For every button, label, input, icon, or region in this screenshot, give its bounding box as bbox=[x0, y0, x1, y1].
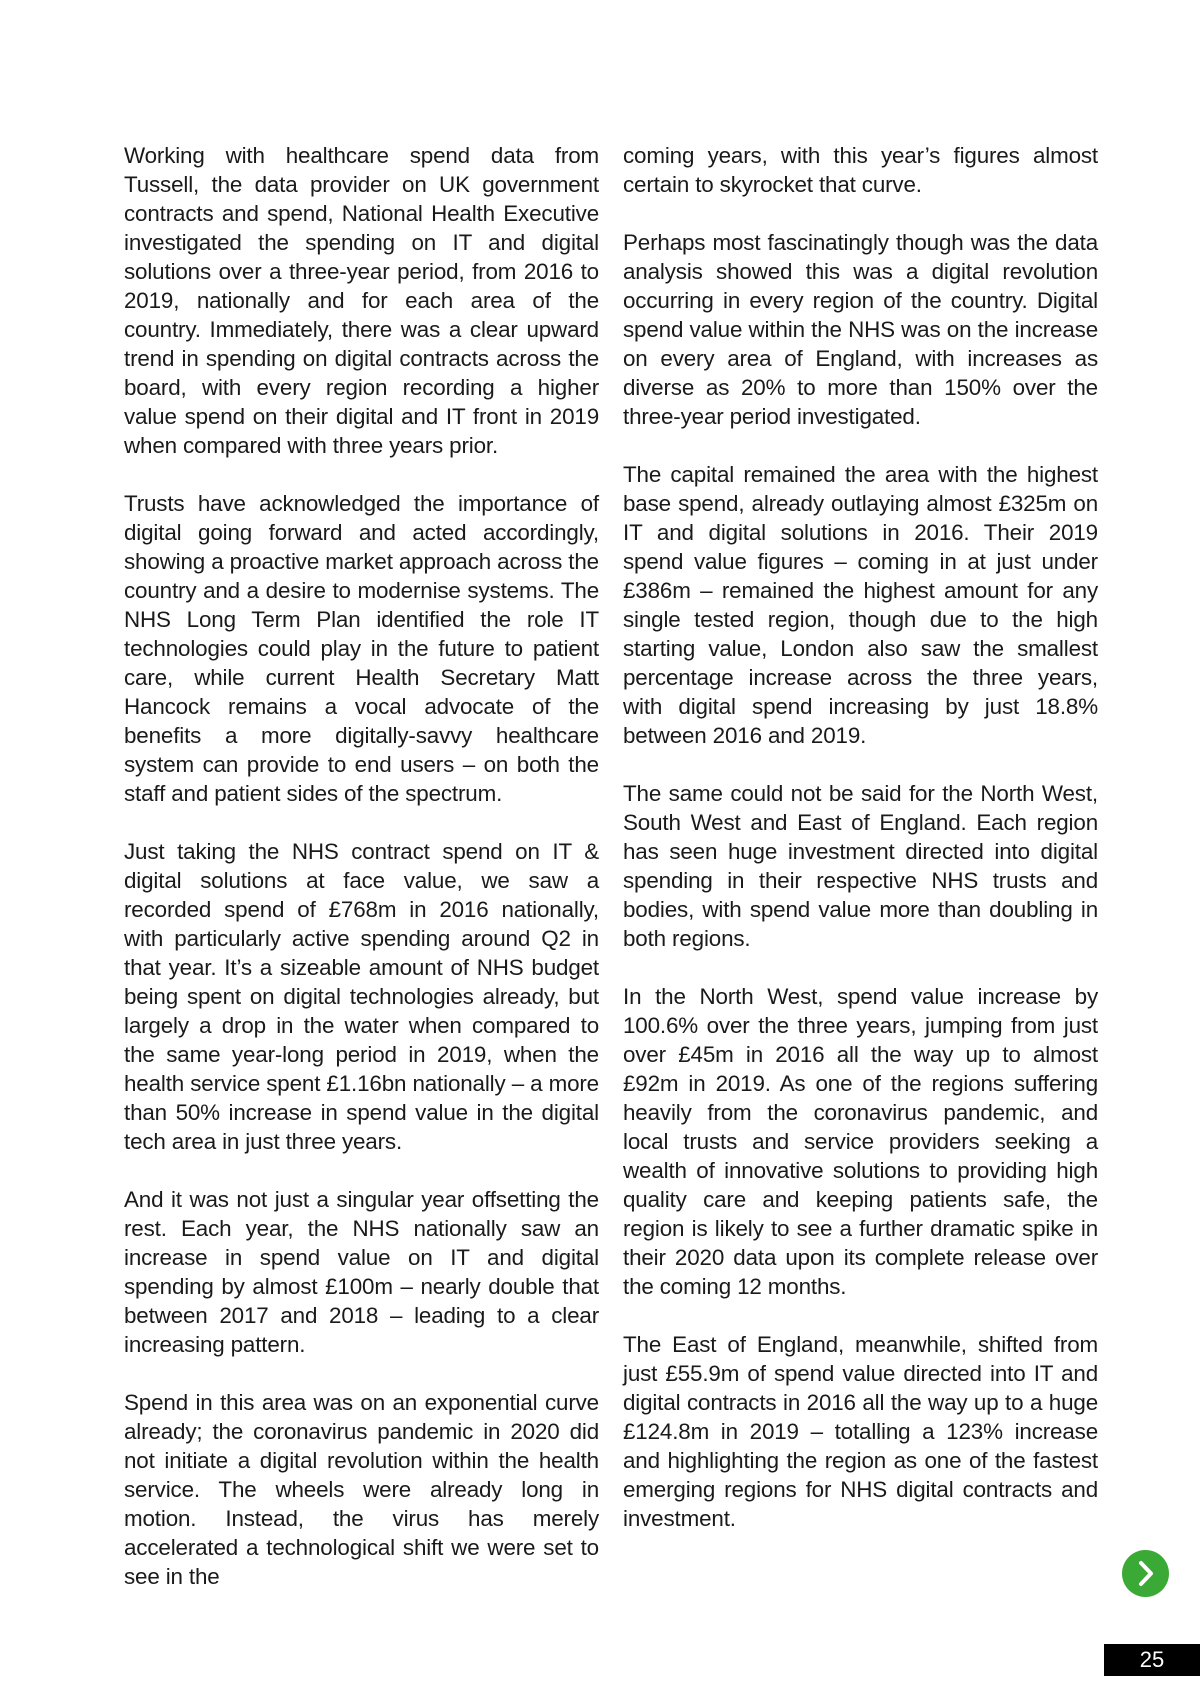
paragraph: The same could not be said for the North West, South West and East of England. Each region has seen huge investment directed into digital spending in their respective NHS trusts and bodies, with spend value more than doubling in both regions. bbox=[623, 781, 1098, 951]
left-column bbox=[124, 141, 599, 1620]
paragraph: Working with healthcare spend data from Tussell, the data provider on UK government contracts and spend, National Health Executive investigated the spending on IT and digital solutions over a three-year period, from 2016 to 2019, nationally and for each area of the country. Immediately, there was a clear upward trend in spending on digital contracts across the board, with every region recording a higher value spend on their digital and IT front in 2019 when compared with three years prior. bbox=[124, 143, 599, 458]
paragraph: Trusts have acknowledged the importance of digital going forward and acted accordingly, showing a proactive market approach across the country and a desire to modernise systems. The NHS Long Term Plan identified the role IT technologies could play in the future to patient care, while current Health Secretary Matt Hancock remains a vocal advocate of the benefits a more digitally-savvy healthcare system can provide to end users – on both the staff and patient sides of the spectrum. bbox=[124, 491, 599, 806]
paragraph: The capital remained the area with the highest base spend, already outlaying almost £325m on IT and digital solutions in 2016. Their 2019 spend value figures – coming in at just under £386m – remained the highest amount for any single tested region, though due to the high starting value, London also saw the smallest percentage increase across the three years, with digital spend increasing by just 18.8% between 2016 and 2019. bbox=[623, 462, 1098, 748]
paragraph: coming years, with this year’s figures almost certain to skyrocket that curve. bbox=[623, 143, 1098, 197]
paragraph: And it was not just a singular year offsetting the rest. Each year, the NHS nationally saw an increase in spend value on IT and digital spending by almost £100m – nearly double that between 2017 and 2018 – leading to a clear increasing pattern. bbox=[124, 1187, 599, 1357]
paragraph: The East of England, meanwhile, shifted from just £55.9m of spend value directed into IT and digital contracts in 2016 all the way up to a huge £124.8m in 2019 – totalling a 123% increase and highlighting the region as one of the fastest emerging regions for NHS digital contracts and investment. bbox=[623, 1332, 1098, 1531]
paragraph: Just taking the NHS contract spend on IT & digital solutions at face value, we saw a recorded spend of £768m in 2016 nationally, with particularly active spending around Q2 in that year. It’s a sizeable amount of NHS budget being spent on digital technologies already, but largely a drop in the water when compared to the same year-long period in 2019, when the health service spent £1.16bn nationally – a more than 50% increase in spend value in the digital tech area in just three years. bbox=[124, 839, 599, 1154]
page-number: 25 bbox=[1104, 1644, 1200, 1676]
paragraph: Perhaps most fascinatingly though was the data analysis showed this was a digital revolution occurring in every region of the country. Digital spend value within the NHS was on the increase on every area of England, with increases as diverse as 20% to more than 150% over the three-year period investigated. bbox=[623, 230, 1098, 429]
next-page-button[interactable] bbox=[1122, 1550, 1169, 1597]
chevron-right-icon bbox=[1122, 1550, 1169, 1597]
article-body bbox=[124, 141, 1098, 1620]
paragraph: In the North West, spend value increase by 100.6% over the three years, jumping from just over £45m in 2016 all the way up to almost £92m in 2019. As one of the regions suffering heavily from the coronavirus pandemic, and local trusts and service providers seeking a wealth of innovative solutions to providing high quality care and keeping patients safe, the region is likely to see a further dramatic spike in their 2020 data upon its complete release over the coming 12 months. bbox=[623, 984, 1098, 1299]
paragraph: Spend in this area was on an exponential curve already; the coronavirus pandemic in 2020 did not initiate a digital revolution within the health service. The wheels were already long in motion. Instead, the virus has merely accelerated a technological shift we were set to see in the bbox=[124, 1390, 599, 1589]
right-column bbox=[623, 141, 1098, 1620]
